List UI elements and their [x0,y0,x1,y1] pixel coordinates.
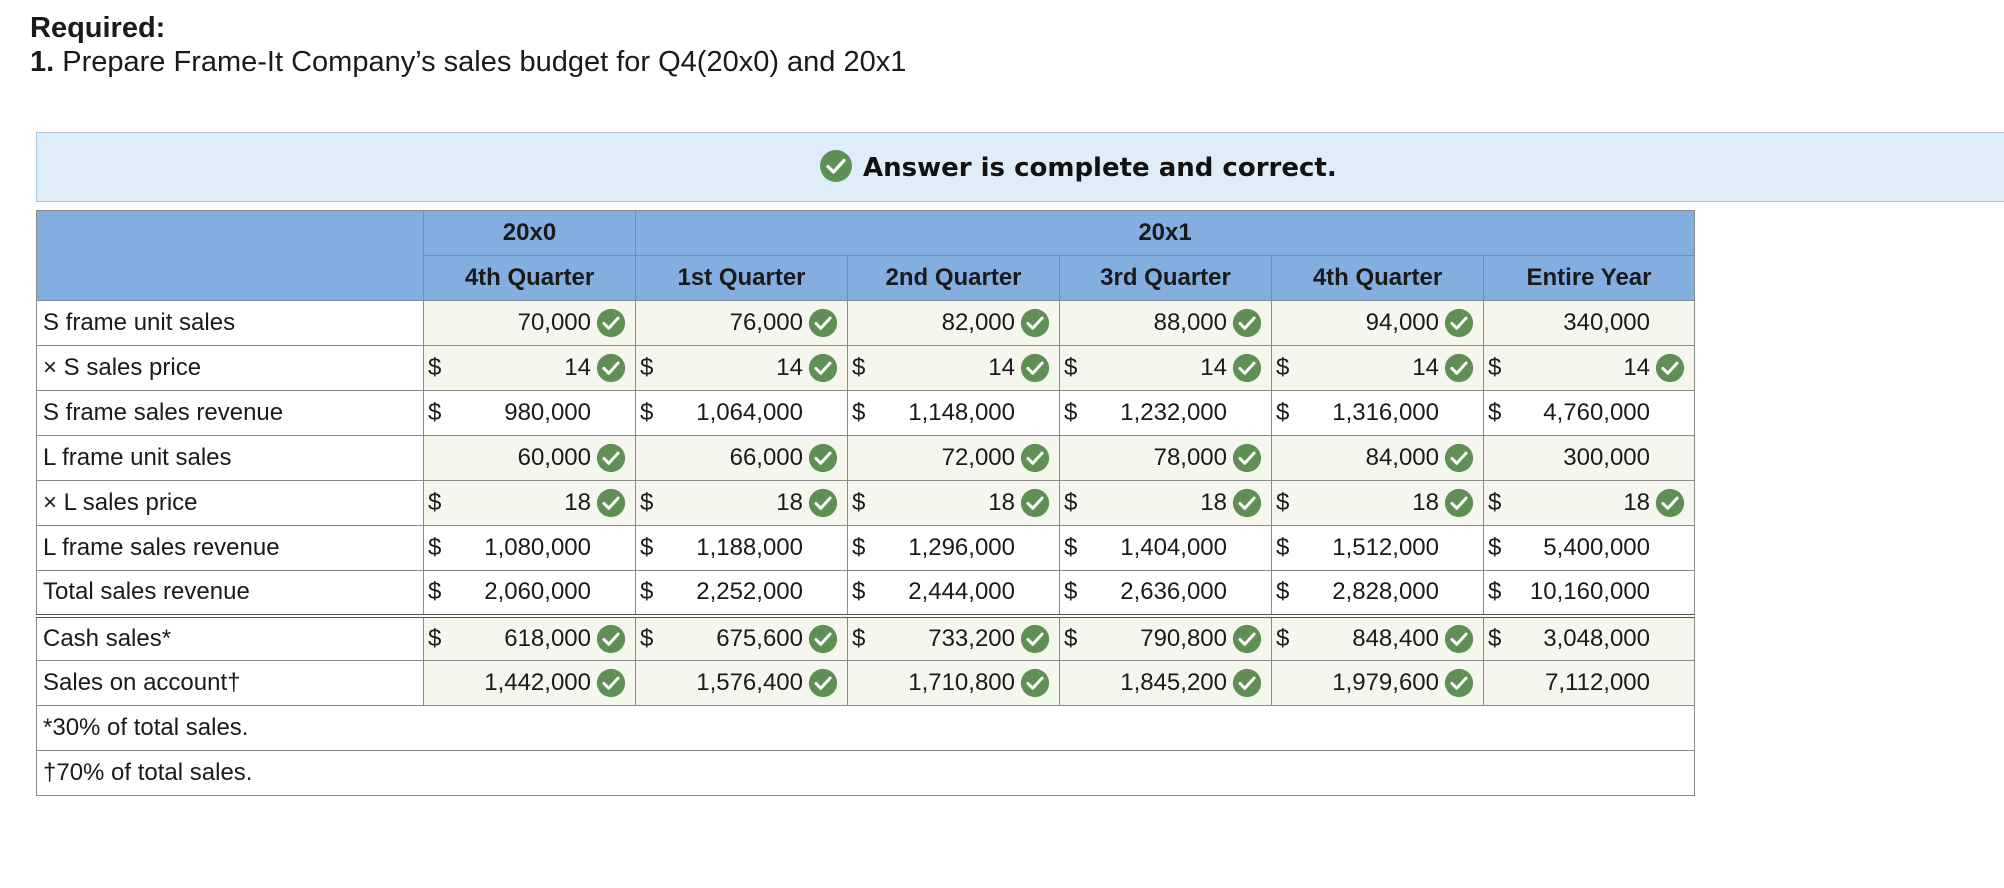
check-circle-icon [807,442,839,474]
currency-symbol: $ [1276,534,1290,561]
table-row [37,661,1695,706]
currency-symbol: $ [852,354,866,381]
answer-input-cell[interactable] [1060,346,1272,391]
currency-symbol: $ [640,578,654,606]
row-label: L frame sales revenue [37,526,424,571]
cell-value: 1,148,000 [908,399,1015,426]
check-circle-icon [595,667,627,699]
cell-value: 18 [1412,489,1439,516]
row-label: Sales on account† [37,661,424,706]
currency-symbol: $ [1488,534,1502,561]
header-blank-cell [37,211,424,301]
cell-value: 2,444,000 [908,578,1015,606]
footnote-row [37,706,1695,751]
currency-symbol: $ [428,578,442,606]
answer-input-cell[interactable] [1060,616,1272,661]
currency-symbol: $ [428,534,442,561]
currency-symbol: $ [1064,624,1078,652]
quarter-header: 3rd Quarter [1060,256,1272,301]
check-circle-icon [1231,352,1263,384]
year-header-20x0: 20x0 [424,211,636,256]
quarter-header: 4th Quarter [424,256,636,301]
value-cell [636,571,848,616]
cell-value: 14 [776,354,803,381]
cell-value: 1,576,400 [696,669,803,696]
required-heading: Required: [30,12,166,44]
check-circle-icon [819,149,853,188]
cell-value: 2,636,000 [1120,578,1227,606]
answer-input-cell[interactable] [424,481,636,526]
table-row [37,481,1695,526]
value-cell [1484,616,1695,661]
check-circle-icon [595,442,627,474]
cell-value: 14 [1623,354,1651,381]
cell-value: 1,442,000 [484,669,591,696]
task-text: Prepare Frame-It Company’s sales budget for Q4(20x0) and 20x1 [62,46,907,78]
value-cell [1484,436,1695,481]
currency-symbol: $ [852,624,866,652]
cell-value: 18 [1200,489,1227,516]
answer-input-cell[interactable] [1060,481,1272,526]
currency-symbol: $ [1488,578,1502,606]
currency-symbol: $ [1064,489,1078,516]
cell-value: 340,000 [1563,309,1651,336]
currency-symbol: $ [852,578,866,606]
answer-input-cell[interactable] [1484,481,1695,526]
currency-symbol: $ [428,624,442,652]
quarter-header: 2nd Quarter [848,256,1060,301]
answer-input-cell[interactable] [848,616,1060,661]
answer-input-cell[interactable] [1060,436,1272,481]
row-label: S frame sales revenue [37,391,424,436]
check-circle-icon [1019,442,1051,474]
currency-symbol: $ [1276,624,1290,652]
cell-value: 618,000 [504,624,591,652]
table-row [37,301,1695,346]
check-circle-icon [1019,307,1051,339]
cell-value: 2,828,000 [1332,578,1439,606]
currency-symbol: $ [1488,354,1502,381]
table-row [37,436,1695,481]
cell-value: 10,160,000 [1529,578,1651,606]
currency-symbol: $ [1488,624,1502,652]
answer-input-cell[interactable] [636,616,848,661]
value-cell [1484,571,1695,616]
check-circle-icon [1443,307,1475,339]
answer-input-cell[interactable] [1272,346,1484,391]
check-circle-icon [1443,667,1475,699]
currency-symbol: $ [1488,489,1502,516]
cell-value: 14 [1200,354,1227,381]
answer-input-cell[interactable] [636,346,848,391]
row-label: Total sales revenue [37,571,424,616]
check-circle-icon [595,307,627,339]
answer-input-cell[interactable] [1272,616,1484,661]
check-circle-icon [807,487,839,519]
answer-input-cell[interactable] [848,436,1060,481]
value-cell [1060,526,1272,571]
check-circle-icon [1231,623,1263,655]
value-cell [424,391,636,436]
cell-value: 1,316,000 [1332,399,1439,426]
cell-value: 1,845,200 [1120,669,1227,696]
row-label: × L sales price [37,481,424,526]
cell-value: 2,252,000 [696,578,803,606]
cell-value: 70,000 [517,309,591,336]
check-circle-icon [1443,623,1475,655]
cell-value: 1,296,000 [908,534,1015,561]
answer-input-cell[interactable] [1272,661,1484,706]
cell-value: 1,232,000 [1120,399,1227,426]
check-circle-icon [1231,667,1263,699]
currency-symbol: $ [428,489,442,516]
cell-value: 72,000 [941,444,1015,471]
answer-input-cell[interactable] [424,436,636,481]
check-circle-icon [595,623,627,655]
check-circle-icon [1654,487,1686,519]
row-label: × S sales price [37,346,424,391]
year-header-20x1: 20x1 [636,211,1695,256]
quarter-header: 1st Quarter [636,256,848,301]
answer-input-cell[interactable] [1060,301,1272,346]
check-circle-icon [807,623,839,655]
currency-symbol: $ [640,624,654,652]
value-cell [1484,391,1695,436]
cell-value: 78,000 [1153,444,1227,471]
currency-symbol: $ [1064,354,1078,381]
value-cell [1484,301,1695,346]
answer-input-cell[interactable] [424,301,636,346]
check-circle-icon [595,352,627,384]
value-cell [636,526,848,571]
currency-symbol: $ [852,489,866,516]
cell-value: 848,400 [1352,624,1439,652]
cell-value: 14 [564,354,591,381]
answer-input-cell[interactable] [636,661,848,706]
check-circle-icon [1443,352,1475,384]
table-row [37,526,1695,571]
cell-value: 18 [564,489,591,516]
cell-value: 5,400,000 [1543,534,1651,561]
currency-symbol: $ [1064,578,1078,606]
answer-input-cell[interactable] [636,481,848,526]
cell-value: 18 [776,489,803,516]
cell-value: 76,000 [729,309,803,336]
quarter-header: Entire Year [1484,256,1695,301]
cell-value: 4,760,000 [1543,399,1651,426]
value-cell [1484,526,1695,571]
value-cell [424,526,636,571]
cell-value: 2,060,000 [484,578,591,606]
footnote-row [37,751,1695,796]
cell-value: 1,979,600 [1332,669,1439,696]
check-circle-icon [1019,487,1051,519]
cell-value: 1,404,000 [1120,534,1227,561]
answer-input-cell[interactable] [1272,481,1484,526]
row-label: L frame unit sales [37,436,424,481]
cell-value: 14 [1412,354,1439,381]
check-circle-icon [1443,487,1475,519]
cell-value: 1,188,000 [696,534,803,561]
currency-symbol: $ [428,399,442,426]
check-circle-icon [1019,623,1051,655]
value-cell [1060,391,1272,436]
answer-input-cell[interactable] [424,616,636,661]
answer-input-cell[interactable] [1272,301,1484,346]
currency-symbol: $ [1276,399,1290,426]
check-circle-icon [1231,442,1263,474]
cell-value: 18 [988,489,1015,516]
cell-value: 790,800 [1140,624,1227,652]
answer-input-cell[interactable] [1060,661,1272,706]
cell-value: 3,048,000 [1543,624,1651,652]
table-row [37,616,1695,661]
currency-symbol: $ [1064,399,1078,426]
cell-value: 675,600 [716,624,803,652]
table-row [37,571,1695,616]
answer-input-cell[interactable] [848,301,1060,346]
currency-symbol: $ [640,489,654,516]
row-label: Cash sales* [37,616,424,661]
year-header-row [37,211,1695,256]
value-cell [1272,391,1484,436]
cell-value: 733,200 [928,624,1015,652]
table-row [37,346,1695,391]
cell-value: 94,000 [1365,309,1439,336]
value-cell [848,526,1060,571]
value-cell [848,571,1060,616]
task-number: 1. [30,46,55,78]
check-circle-icon [1654,352,1686,384]
value-cell [1060,571,1272,616]
check-circle-icon [807,667,839,699]
answer-input-cell[interactable] [848,661,1060,706]
currency-symbol: $ [1276,354,1290,381]
currency-symbol: $ [640,399,654,426]
check-circle-icon [1019,352,1051,384]
answer-input-cell[interactable] [1272,436,1484,481]
cell-value: 88,000 [1153,309,1227,336]
answer-input-cell[interactable] [848,346,1060,391]
answer-input-cell[interactable] [424,346,636,391]
cell-value: 980,000 [504,399,591,426]
answer-input-cell[interactable] [636,436,848,481]
currency-symbol: $ [640,534,654,561]
value-cell [636,391,848,436]
currency-symbol: $ [1064,534,1078,561]
cell-value: 300,000 [1563,444,1651,471]
check-circle-icon [595,487,627,519]
check-circle-icon [807,352,839,384]
value-cell [1272,571,1484,616]
cell-value: 1,064,000 [696,399,803,426]
cell-value: 1,080,000 [484,534,591,561]
row-label: S frame unit sales [37,301,424,346]
currency-symbol: $ [852,399,866,426]
cell-value: 60,000 [517,444,591,471]
value-cell [424,571,636,616]
value-cell [1484,661,1695,706]
cell-value: 7,112,000 [1545,669,1651,696]
currency-symbol: $ [1488,399,1502,426]
currency-symbol: $ [640,354,654,381]
check-circle-icon [1231,487,1263,519]
quarter-header: 4th Quarter [1272,256,1484,301]
cell-value: 1,710,800 [908,669,1015,696]
cell-value: 18 [1623,489,1651,516]
footnote-text: *30% of total sales. [37,706,1695,751]
check-circle-icon [1231,307,1263,339]
banner-text: Answer is complete and correct. [863,153,1337,183]
value-cell [1272,526,1484,571]
answer-input-cell[interactable] [424,661,636,706]
check-circle-icon [807,307,839,339]
sales-budget-table [36,210,1695,796]
value-cell [848,391,1060,436]
answer-banner [36,132,2004,202]
check-circle-icon [1443,442,1475,474]
cell-value: 66,000 [729,444,803,471]
currency-symbol: $ [852,534,866,561]
currency-symbol: $ [1276,578,1290,606]
footnote-text: †70% of total sales. [37,751,1695,796]
answer-input-cell[interactable] [636,301,848,346]
currency-symbol: $ [1276,489,1290,516]
cell-value: 1,512,000 [1332,534,1439,561]
cell-value: 14 [988,354,1015,381]
task-description [30,46,906,79]
check-circle-icon [1019,667,1051,699]
answer-input-cell[interactable] [848,481,1060,526]
cell-value: 82,000 [941,309,1015,336]
answer-input-cell[interactable] [1484,346,1695,391]
table-row [37,391,1695,436]
currency-symbol: $ [428,354,442,381]
cell-value: 84,000 [1365,444,1439,471]
